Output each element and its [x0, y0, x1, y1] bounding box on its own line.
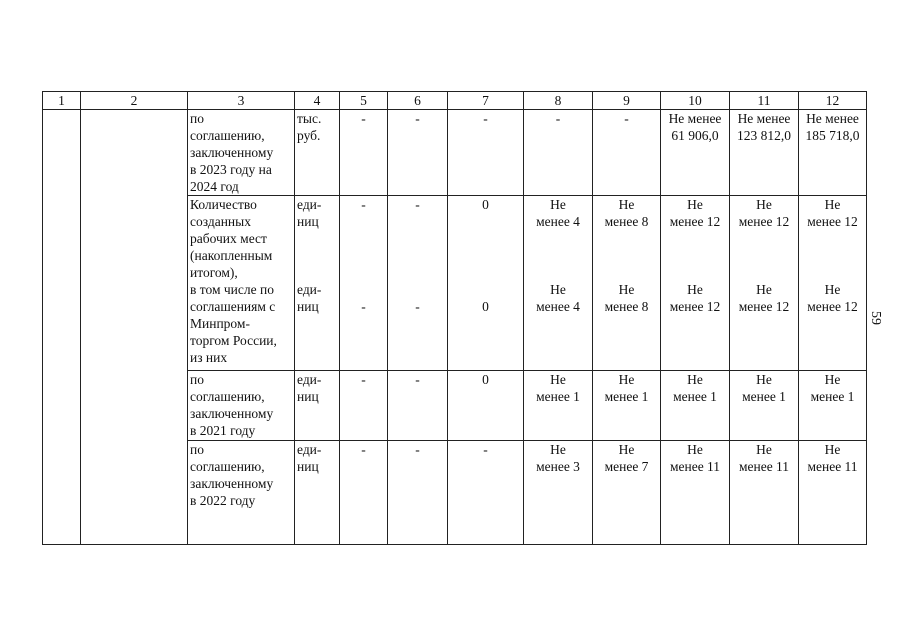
- header-cell: 10: [661, 92, 730, 110]
- value-cell: -: [340, 371, 388, 441]
- header-cell: 4: [295, 92, 340, 110]
- value-cell: Не менее 7: [593, 441, 661, 545]
- value-cell: Не менее 12 Не менее 12: [730, 196, 799, 371]
- value-cell: Не менее 12 Не менее 12: [799, 196, 867, 371]
- header-cell: 12: [799, 92, 867, 110]
- value-cell: Не менее 11: [799, 441, 867, 545]
- value-cell: -: [448, 110, 524, 196]
- value-cell: -: [448, 441, 524, 545]
- value-cell: -: [388, 371, 448, 441]
- value-cell: Не менее 61 906,0: [661, 110, 730, 196]
- unit-cell: еди- ниц: [295, 441, 340, 545]
- header-cell: 3: [188, 92, 295, 110]
- value-cell: Не менее 3: [524, 441, 593, 545]
- value-cell: - -: [388, 196, 448, 371]
- cell-col2: [81, 110, 188, 545]
- indicator-name: по соглашению, заключенному в 2021 году: [188, 371, 295, 441]
- indicator-name: по соглашению, заключенному в 2023 году на 2024 год: [188, 110, 295, 196]
- value-cell: -: [388, 441, 448, 545]
- header-cell: 11: [730, 92, 799, 110]
- value-cell: -: [340, 441, 388, 545]
- header-row: [43, 92, 867, 110]
- header-cell: 7: [448, 92, 524, 110]
- indicator-name: по соглашению, заключенному в 2022 году: [188, 441, 295, 545]
- header-cell: 1: [43, 92, 81, 110]
- page-number: 59: [868, 311, 883, 325]
- value-cell: Не менее 1: [799, 371, 867, 441]
- header-cell: 2: [81, 92, 188, 110]
- header-cell: 6: [388, 92, 448, 110]
- value-cell: -: [593, 110, 661, 196]
- data-table: [42, 91, 867, 545]
- value-cell: 0: [448, 371, 524, 441]
- unit-cell: еди- ниц еди- ниц: [295, 196, 340, 371]
- indicator-name: Количество созданных рабочих мест (накопленным итогом), в том числе по соглашениям с Минпром- торгом России, из них: [188, 196, 295, 371]
- unit-cell: тыс. руб.: [295, 110, 340, 196]
- value-cell: Не менее 4 Не менее 4: [524, 196, 593, 371]
- table-row: [43, 110, 867, 196]
- header-cell: 9: [593, 92, 661, 110]
- value-cell: Не менее 12 Не менее 12: [661, 196, 730, 371]
- value-cell: Не менее 1: [661, 371, 730, 441]
- value-cell: - -: [340, 196, 388, 371]
- value-cell: -: [388, 110, 448, 196]
- value-cell: Не менее 1: [730, 371, 799, 441]
- cell-col1: [43, 110, 81, 545]
- value-cell: 0 0: [448, 196, 524, 371]
- unit-cell: еди- ниц: [295, 371, 340, 441]
- value-cell: Не менее 1: [524, 371, 593, 441]
- value-cell: Не менее 123 812,0: [730, 110, 799, 196]
- value-cell: Не менее 11: [661, 441, 730, 545]
- header-cell: 5: [340, 92, 388, 110]
- value-cell: Не менее 8 Не менее 8: [593, 196, 661, 371]
- value-cell: Не менее 11: [730, 441, 799, 545]
- value-cell: Не менее 1: [593, 371, 661, 441]
- value-cell: -: [524, 110, 593, 196]
- header-cell: 8: [524, 92, 593, 110]
- value-cell: -: [340, 110, 388, 196]
- value-cell: Не менее 185 718,0: [799, 110, 867, 196]
